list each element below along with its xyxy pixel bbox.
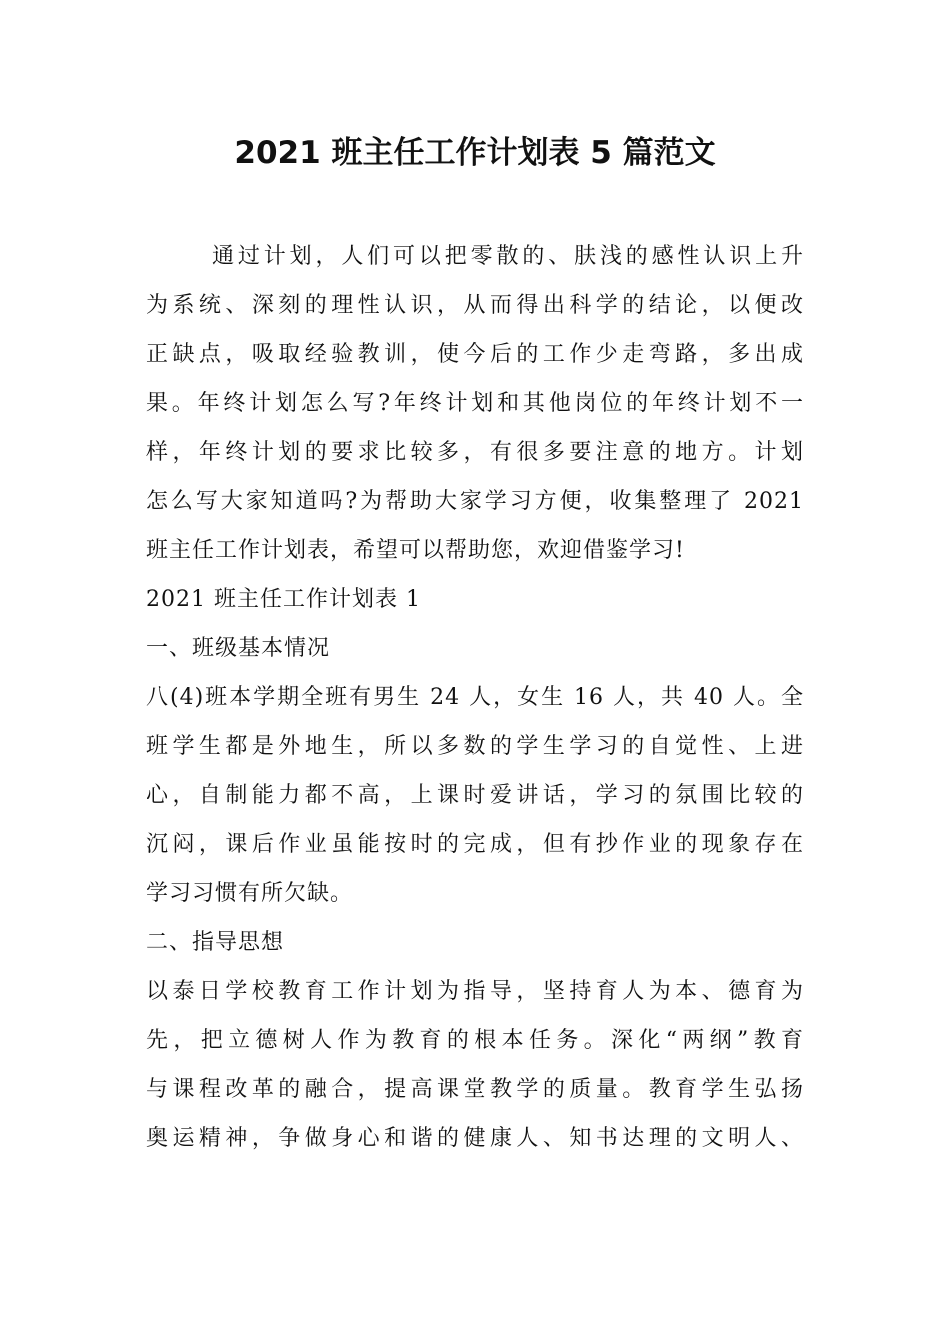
- paragraph-line: 奥运精神，争做身心和谐的健康人、知书达理的文明人、: [146, 1126, 804, 1151]
- paragraph-line: 以泰日学校教育工作计划为指导，坚持育人为本、德育为: [146, 979, 804, 1004]
- document-title: 2021 班主任工作计划表 5 篇范文: [234, 135, 716, 171]
- paragraph-line: 怎么写大家知道吗?为帮助大家学习方便，收集整理了 2021: [146, 489, 804, 514]
- document-body: [146, 232, 804, 1163]
- section-heading: 一、班级基本情况: [146, 636, 331, 661]
- paragraph-line: 样，年终计划的要求比较多，有很多要注意的地方。计划: [146, 440, 804, 465]
- paragraph-line: 班学生都是外地生，所以多数的学生学习的自觉性、上进: [146, 734, 804, 759]
- paragraph-line: 果。年终计划怎么写?年终计划和其他岗位的年终计划不一: [146, 391, 804, 416]
- paragraph-line: 通过计划，人们可以把零散的、肤浅的感性认识上升: [212, 244, 804, 269]
- paragraph-line: 八(4)班本学期全班有男生 24 人，女生 16 人，共 40 人。全: [146, 685, 804, 710]
- paragraph-line: 正缺点，吸取经验教训，使今后的工作少走弯路，多出成: [146, 342, 804, 367]
- paragraph-line: 沉闷，课后作业虽能按时的完成，但有抄作业的现象存在: [146, 832, 804, 857]
- paragraph-line: 学习习惯有所欠缺。: [146, 881, 354, 906]
- paragraph-line: 与课程改革的融合，提高课堂教学的质量。教育学生弘扬: [146, 1077, 804, 1102]
- paragraph-line: 先，把立德树人作为教育的根本任务。深化“两纲”教育: [146, 1028, 804, 1053]
- paragraph-line: 班主任工作计划表，希望可以帮助您，欢迎借鉴学习!: [146, 538, 685, 563]
- section-heading: 二、指导思想: [146, 930, 285, 955]
- paragraph-line: 心，自制能力都不高，上课时爱讲话，学习的氛围比较的: [146, 783, 804, 808]
- paragraph-line: 为系统、深刻的理性认识，从而得出科学的结论，以便改: [146, 293, 804, 318]
- section-heading: 2021 班主任工作计划表 1: [146, 587, 421, 612]
